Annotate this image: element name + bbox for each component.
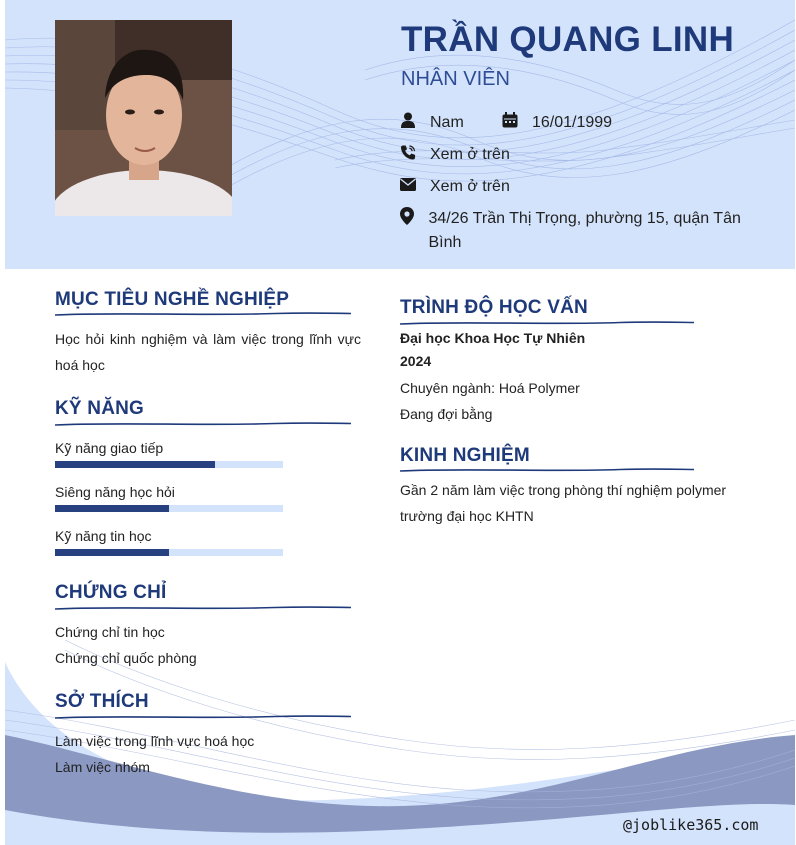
- certificate-item: Chứng chỉ quốc phòng: [55, 650, 197, 666]
- calendar-icon: [502, 111, 518, 129]
- education-status: Đang đợi bằng: [400, 406, 493, 422]
- education-school: Đại học Khoa Học Tự Nhiên: [400, 330, 586, 346]
- hobbies-heading: SỞ THÍCH: [55, 691, 149, 712]
- skill-bar: [55, 505, 283, 512]
- skill-bar-fill: [55, 505, 169, 512]
- phone-row: [400, 143, 510, 167]
- profile-photo: [55, 20, 232, 216]
- section-underline: [55, 311, 351, 317]
- map-pin-icon: [400, 207, 414, 225]
- skill-label: Kỹ năng giao tiếp: [55, 440, 164, 456]
- phone-value: Xem ở trên: [430, 146, 510, 163]
- section-underline: [55, 605, 351, 611]
- objective-heading: MỤC TIÊU NGHỀ NGHIỆP: [55, 289, 290, 310]
- skill-bar-fill: [55, 549, 169, 556]
- email-row: [400, 175, 510, 199]
- skill-bar: [55, 549, 283, 556]
- skill-label: Kỹ năng tin học: [55, 528, 152, 544]
- candidate-name: TRẦN QUANG LINH: [401, 20, 735, 59]
- objective-text: Học hỏi kinh nghiệm và làm việc trong lĩnh vực hoá học: [55, 331, 361, 373]
- skill-label: Siêng năng học hỏi: [55, 484, 175, 500]
- address-value: 34/26 Trần Thị Trọng, phường 15, quận Tân Bình: [428, 210, 741, 251]
- address-row: [400, 207, 745, 255]
- hobby-item: Làm việc nhóm: [55, 759, 150, 775]
- envelope-icon: [400, 175, 416, 193]
- experience-text: Gần 2 năm làm việc trong phòng thí nghiệm polymer trường đại học KHTN: [400, 482, 727, 524]
- gender-value: Nam: [430, 114, 464, 131]
- experience-heading: KINH NGHIỆM: [400, 445, 530, 466]
- section-underline: [55, 714, 351, 720]
- birthdate-row: [502, 111, 612, 135]
- certificates-heading: CHỨNG CHỈ: [55, 582, 167, 603]
- education-major: Chuyên ngành: Hoá Polymer: [400, 380, 580, 396]
- education-heading: TRÌNH ĐỘ HỌC VẤN: [400, 297, 588, 318]
- certificate-item: Chứng chỉ tin học: [55, 624, 165, 640]
- watermark: @joblike365.com: [623, 816, 759, 834]
- birthdate-value: 16/01/1999: [532, 114, 613, 131]
- phone-icon: [400, 143, 416, 161]
- skill-bar: [55, 461, 283, 468]
- hobby-item: Làm việc trong lĩnh vực hoá học: [55, 733, 255, 749]
- education-year: 2024: [400, 353, 432, 369]
- skill-bar-fill: [55, 461, 215, 468]
- email-value: Xem ở trên: [430, 178, 510, 195]
- person-icon: [400, 111, 416, 129]
- cv-page: [5, 0, 795, 845]
- section-underline: [400, 467, 694, 473]
- gender-row: [400, 111, 464, 135]
- section-underline: [55, 421, 351, 427]
- skills-heading: KỸ NĂNG: [55, 398, 145, 419]
- job-title: NHÂN VIÊN: [401, 68, 510, 90]
- section-underline: [400, 320, 694, 326]
